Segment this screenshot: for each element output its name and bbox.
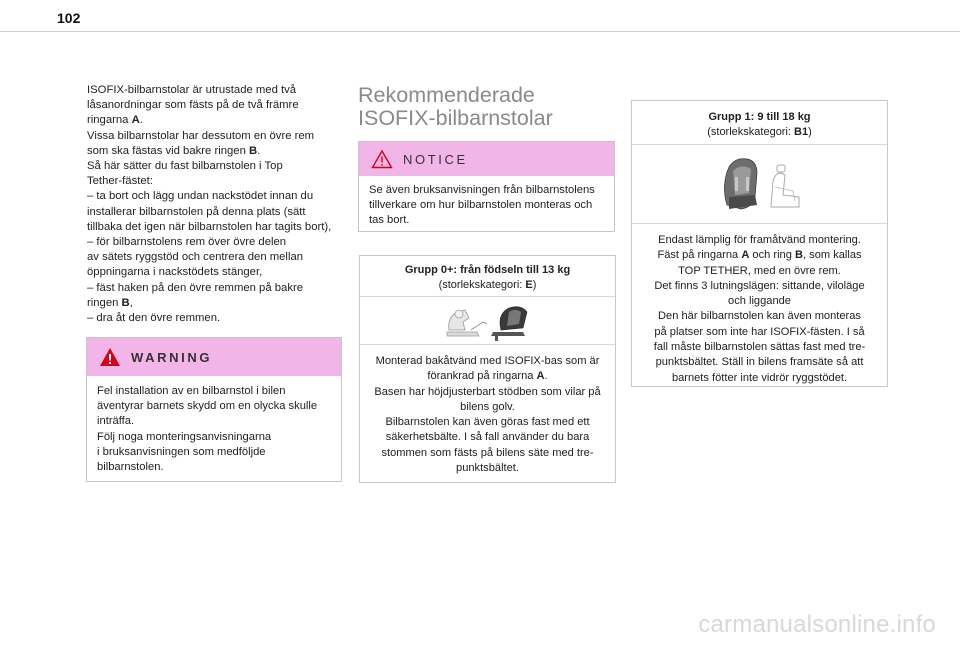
group0-text: . (544, 370, 548, 383)
top-divider (0, 31, 960, 32)
intro-text: ringen (87, 296, 122, 309)
group1-box (631, 100, 888, 387)
notice-box (358, 141, 615, 232)
page-number: 102 (57, 10, 81, 26)
group1-line (632, 233, 887, 248)
intro-line (87, 205, 345, 220)
intro-ring-label: B (121, 296, 130, 309)
group1-text (632, 224, 887, 386)
group0-image (360, 297, 615, 345)
warning-line (97, 460, 331, 475)
intro-text: ISOFIX-bilbarnstolar är utrustade med två (87, 84, 297, 96)
intro-line (87, 311, 345, 326)
notice-line (369, 183, 604, 198)
group1-title: Grupp 1: 9 till 18 kg (708, 111, 811, 123)
intro-text: – för bilbarnstolens rem över övre delen (87, 236, 287, 249)
group1-line (632, 355, 887, 370)
warning-box (86, 337, 342, 482)
group0-text (360, 345, 615, 476)
group1-image (632, 145, 887, 224)
heading-line-2: ISOFIX-bilbarnstolar (358, 106, 553, 130)
intro-text: Så här sätter du fast bilbarnstolen i Top (87, 160, 283, 173)
group1-ring-label: B (794, 249, 803, 262)
intro-line (87, 113, 345, 128)
rear-facing-seat-illustration (443, 300, 533, 342)
intro-text: . (257, 144, 261, 157)
group1-line (632, 340, 887, 355)
intro-text: installerar bilbarnstolen på denna plats (sätt (87, 205, 306, 218)
group0-text: bilens golv. (460, 400, 515, 413)
warning-line (97, 445, 331, 460)
intro-text: – ta bort och lägg undan nackstödet innan du (87, 190, 314, 203)
warning-line (97, 384, 331, 399)
group1-text: Fäst på ringarna (657, 249, 742, 262)
group1-text: , som kallas (802, 249, 862, 262)
group1-line (632, 371, 887, 386)
intro-text: Vissa bilbarnstolar har dessutom en övre rem (87, 129, 315, 142)
warning-text: Fel installation av en bilbarnstol i bilen (97, 385, 286, 397)
group1-header (632, 101, 887, 145)
intro-text: Tether-fästet: (87, 175, 153, 188)
group0-category-prefix: (storlekskategori: (438, 278, 526, 291)
group1-category-code: B1 (794, 125, 809, 138)
warning-triangle-outline-icon (371, 149, 393, 169)
warning-line (97, 399, 331, 414)
group0-line (360, 400, 615, 415)
group1-text: TOP TETHER, med en övre rem. (678, 264, 841, 277)
group1-text: punktsbältet. Ställ in bilens framsäte så att (655, 356, 864, 369)
group0-header (360, 256, 615, 297)
group0-line (360, 430, 615, 445)
group1-line (632, 309, 887, 324)
group0-text: stommen som fästs på bilens säte med tre- (381, 446, 594, 459)
group0-text: förankrad på ringarna (427, 370, 537, 383)
intro-line (87, 159, 345, 174)
group0-line (360, 461, 615, 476)
group1-line (632, 264, 887, 279)
group1-text: och liggande (728, 295, 791, 308)
intro-text: – fäst haken på den övre remmen på bakre (87, 281, 304, 294)
group0-text: Monterad bakåtvänd med ISOFIX-bas som är (375, 355, 600, 367)
intro-text (87, 83, 345, 326)
group0-ring-label: A (536, 370, 545, 383)
intro-line (87, 296, 345, 311)
group0-text: Bilbarnstolen kan även göras fast med ett (385, 416, 590, 429)
group1-line (632, 294, 887, 309)
notice-text: Se även bruksanvisningen från bilbarnstolens (369, 184, 595, 196)
warning-text: inträffa. (97, 415, 135, 428)
intro-line (87, 235, 345, 250)
intro-line (87, 144, 345, 159)
intro-text: tillbaka det igen när bilbarnstolen har tagits bort), (87, 220, 332, 233)
group1-text: på platser som inte har ISOFIX-fästen. I så (654, 325, 865, 338)
group1-line (632, 248, 887, 263)
group0-line (360, 415, 615, 430)
warning-text: Följ noga monteringsanvisningarna (97, 430, 272, 443)
warning-text: i bruksanvisningen som medföljde (97, 445, 266, 458)
group1-category-suffix: ) (808, 125, 812, 138)
section-heading (358, 84, 618, 130)
notice-title: NOTICE (403, 151, 468, 167)
intro-text: av sätets ryggstöd och centrera den mellan (87, 251, 304, 264)
intro-line (87, 129, 345, 144)
group0-text: punktsbältet. (456, 462, 519, 475)
intro-text: ringarna (87, 114, 132, 127)
group0-line (360, 369, 615, 384)
group0-text: Basen har höjdjusterbart stödben som vilar på (374, 385, 601, 398)
warning-line (97, 414, 331, 429)
intro-ring-label: A (131, 114, 140, 127)
group1-text: Endast lämplig för framåtvänd montering. (658, 234, 861, 246)
notice-body (359, 176, 614, 229)
intro-line (87, 83, 345, 98)
intro-text: – dra åt den övre remmen. (87, 312, 221, 325)
group0-line (360, 354, 615, 369)
intro-line (87, 281, 345, 296)
notice-text: tas bort. (369, 214, 410, 227)
group0-box (359, 255, 616, 483)
group0-category-suffix: ) (532, 278, 537, 291)
warning-triangle-icon (99, 347, 121, 367)
group1-category (632, 125, 887, 140)
intro-line (87, 250, 345, 265)
group1-ring-label: A (741, 249, 750, 262)
group1-text: och ring (749, 249, 795, 262)
group1-text: Den här bilbarnstolen kan även monteras (658, 310, 861, 323)
group1-category-prefix: (storlekskategori: (707, 125, 795, 138)
notice-header (359, 142, 614, 176)
notice-line (369, 198, 604, 213)
intro-line (87, 189, 345, 204)
intro-text: , (129, 296, 133, 309)
intro-text: öppningarna i nackstödets stänger, (87, 266, 263, 279)
notice-text: tillverkare om hur bilbarnstolen monteras och (369, 199, 593, 212)
warning-text: äventyrar barnets skydd om en olycka skulle (97, 400, 318, 413)
group1-text: fall måste bilbarnstolen sättas fast med tre- (653, 341, 866, 354)
group1-line (632, 279, 887, 294)
intro-line (87, 265, 345, 280)
intro-text: . (139, 114, 143, 127)
intro-text: som ska fästas vid bakre ringen (87, 144, 249, 157)
group1-text: Det finns 3 lutningslägen: sittande, viloläge (654, 279, 865, 292)
watermark: carmanualsonline.info (698, 611, 936, 638)
intro-text: låsanordningar som fästs på de två främre (87, 99, 299, 112)
group0-line (360, 446, 615, 461)
forward-facing-seat-illustration (715, 151, 805, 217)
warning-text: bilbarnstolen. (97, 461, 164, 474)
notice-line (369, 213, 604, 228)
group0-category (360, 278, 615, 293)
warning-line (97, 430, 331, 445)
group1-line (632, 325, 887, 340)
heading-line-1: Rekommenderade (358, 83, 535, 107)
intro-ring-label: B (249, 144, 258, 157)
intro-line (87, 98, 345, 113)
group0-title: Grupp 0+: från födseln till 13 kg (404, 264, 571, 276)
group0-category-code: E (525, 278, 533, 291)
warning-header (87, 338, 341, 376)
group1-text: barnets fötter inte vidrör ryggstödet. (671, 371, 848, 384)
warning-body (87, 376, 341, 475)
intro-line (87, 220, 345, 235)
intro-line (87, 174, 345, 189)
warning-title: WARNING (131, 349, 213, 365)
group0-line (360, 385, 615, 400)
group0-text: säkerhetsbälte. I så fall använder du bara (385, 431, 590, 444)
